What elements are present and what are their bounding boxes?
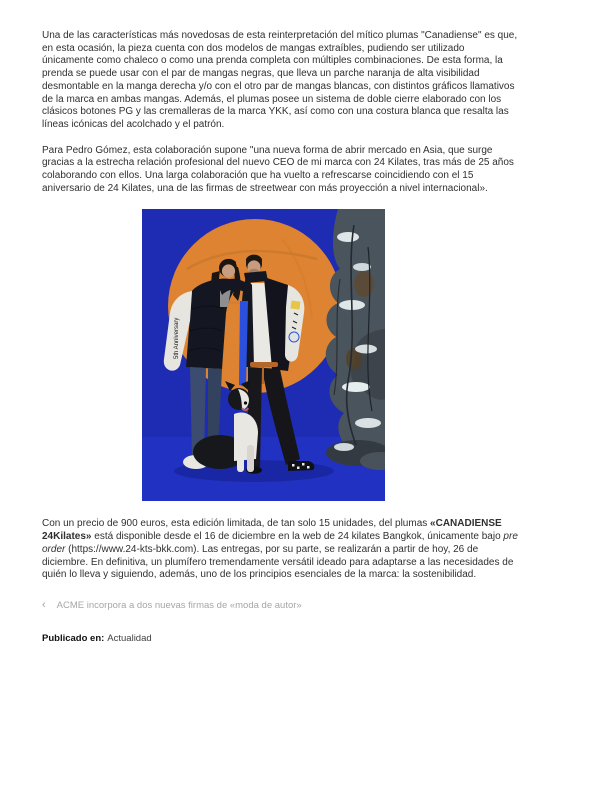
woman-face (222, 265, 235, 278)
dog-nose (244, 402, 247, 405)
p3-text: ). Las entregas, por su parte, se realizarán a partir de hoy, 26 de diciembre. En definitiva, un plumífero tremendamente versátil ideado para adaptarse a las necesidades de quién lo lleva y siguiendo, además, uno de los principios esenciales de la marca: la sostenibilidad. (42, 543, 514, 581)
sleeve-text: 5th Anniversary (174, 318, 180, 360)
p3-text: Con un precio de 900 euros, esta edición limitada, de tan solo 15 unidades, del plumas (42, 518, 431, 530)
chevron-left-icon: ‹ (42, 598, 46, 611)
dog-front-leg (247, 445, 254, 472)
dog-front-leg (237, 443, 244, 472)
man-collar (244, 271, 268, 283)
p3-product-name: «CANADIENSE 24Kilates» (42, 518, 502, 543)
article-content (42, 30, 518, 644)
preorder-url-link[interactable]: https://www.24-kts-bkk.com (71, 543, 194, 555)
p3-text: ( (65, 543, 72, 555)
photo-illustration (142, 209, 385, 501)
article-paragraph-2: Para Pedro Gómez, esta colaboración supone "una nueva forma de abrir mercado en Asia, que surge gracias a la estrecha relación profesional del nuevo CEO de mi marca con 24 Kilates, tras más de 25 años colaborando con ellos. Una larga colaboración que ha vuelto a refrescarse coincidiendo con el 15 aniversario de 24 Kilates, una de las firmas de streetwear con más proyección a nivel internacional». (42, 144, 514, 194)
published-in-label: Publicado en: (42, 632, 105, 644)
p3-preorder-italic: pre order (42, 531, 518, 555)
man-checkered-shoe (288, 461, 314, 471)
article-photo (142, 209, 385, 501)
p3-text: está disponible desde el 16 de diciembre en la web de 24 kilates Bangkok, únicamente bajo (91, 531, 504, 543)
sleeve-patch-round (289, 332, 299, 342)
previous-post-link[interactable] (42, 600, 518, 611)
article-paragraph-3 (42, 518, 518, 582)
orange-belt (250, 362, 278, 367)
category-link-actualidad[interactable]: Actualidad (107, 632, 152, 644)
published-in-row (42, 633, 518, 644)
article-paragraph-1: Una de las características más novedosas de esta reinterpretación del mítico plumas "Canadiense" es que, en esta ocasión, la pieza cuenta con dos modelos de mangas extraíbles, pudiendo ser utilizado únicamente como chaleco o como una prenda completa con múltiples combinaciones. De esta forma, la prenda se puede usar con el par de mangas negras, que lleva un parche naranja de alta visibilidad desmontable en la manga derecha y/o con el otro par de mangas blancas, con distintos gráficos llamativos de la marca en ambas mangas. Además, el plumas posee un sistema de doble cierre elaborado con los clásicos botones PG y las cremalleras de la marca YKK, así como con una costura blanca que resalta las líneas icónicas del acolchado y el patrón. (42, 30, 518, 130)
previous-post-label: ACME incorpora a dos nuevas firmas de «moda de autor» (56, 599, 302, 611)
sleeve-patch-yellow (290, 301, 300, 310)
